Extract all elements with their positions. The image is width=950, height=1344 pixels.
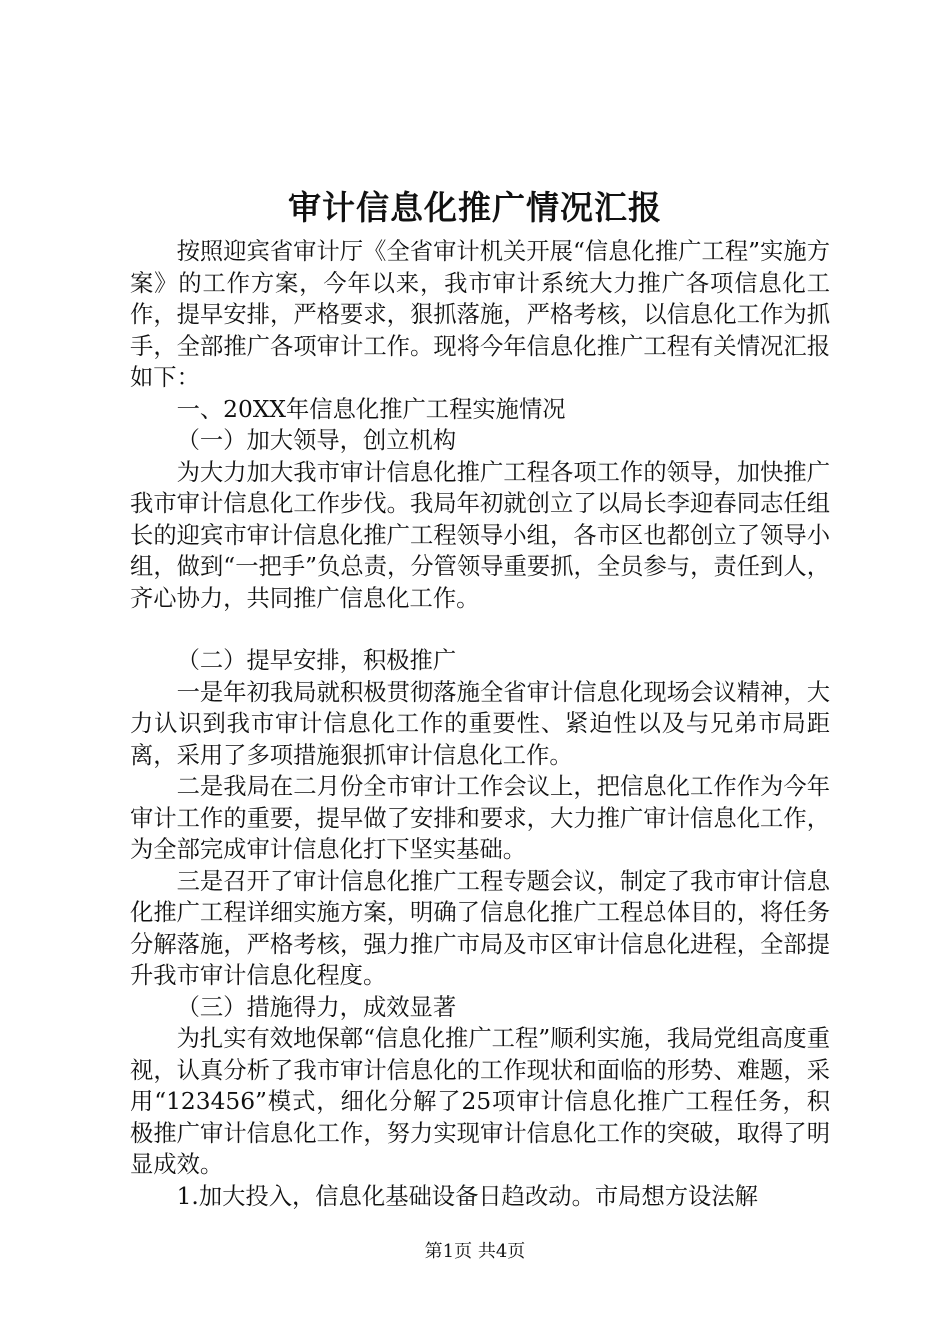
intro-paragraph: 按照迎宾省审计厅《全省审计机关开展“信息化推广工程”实施方案》的工作方案，今年以来，我市审计系统大力推广各项信息化工作，提早安排，严格要求，狠抓落施，严格考核，以信息化工作为抓手，全部推广各项审计工作。现将今年信息化推广工程有关情况汇报如下： — [130, 238, 830, 391]
subsection-heading: （二）提早安排，积极推广 — [176, 647, 457, 674]
body-paragraph: 三是召开了审计信息化推广工程专题会议，制定了我市审计信息化推广工程详细实施方案，明确了信息化推广工程总体目的，将任务分解落施，严格考核，强力推广市局及市区审计信息化进程，全部提升我市审计信息化程度。 — [130, 867, 830, 989]
subsection-heading: （三）措施得力，成效显著 — [176, 993, 457, 1021]
body-paragraph: 一是年初我局就积极贯彻落施全省审计信息化现场会议精神，大力认识到我市审计信息化工作的重要性、紧迫性以及与兄弟市局距离，采用了多项措施狠抓审计信息化工作。 — [130, 678, 830, 769]
page-footer: 第1页 共4页 — [424, 1241, 526, 1262]
body-paragraph: 1.加大投入，信息化基础设备日趋改动。市局想方设法解 — [176, 1182, 758, 1210]
document-body — [130, 236, 830, 1212]
body-paragraph: 二是我局在二月份全市审计工作会议上，把信息化工作作为今年审计工作的重要，提早做了安排和要求，大力推广审计信息化工作，为全部完成审计信息化打下坚实基础。 — [130, 773, 830, 863]
body-paragraph: 为大力加大我市审计信息化推广工程各项工作的领导，加快推广我市审计信息化工作步伐。我局年初就创立了以局长李迎春同志任组长的迎宾市审计信息化推广工程领导小组，各市区也都创立了领导小组，做到“一把手”负总责，分管领导重要抓，全员参与，责任到人，齐心协力，共同推广信息化工作。 — [130, 458, 830, 612]
section-heading: 一、20XX年信息化推广工程实施情况 — [176, 395, 566, 423]
document-title: 审计信息化推广情况汇报 — [288, 188, 662, 227]
body-paragraph: 为扎实有效地保鄣“信息化推广工程”顺利实施，我局党组高度重视，认真分析了我市审计信息化的工作现状和面临的形势、难题，采用“123456”模式，细化分解了25项审计信息化推广工程任务，积极推广审计信息化工作，努力实现审计信息化工作的突破，取得了明显成效。 — [130, 1025, 830, 1178]
subsection-heading: （一）加大领导，创立机构 — [176, 427, 457, 454]
